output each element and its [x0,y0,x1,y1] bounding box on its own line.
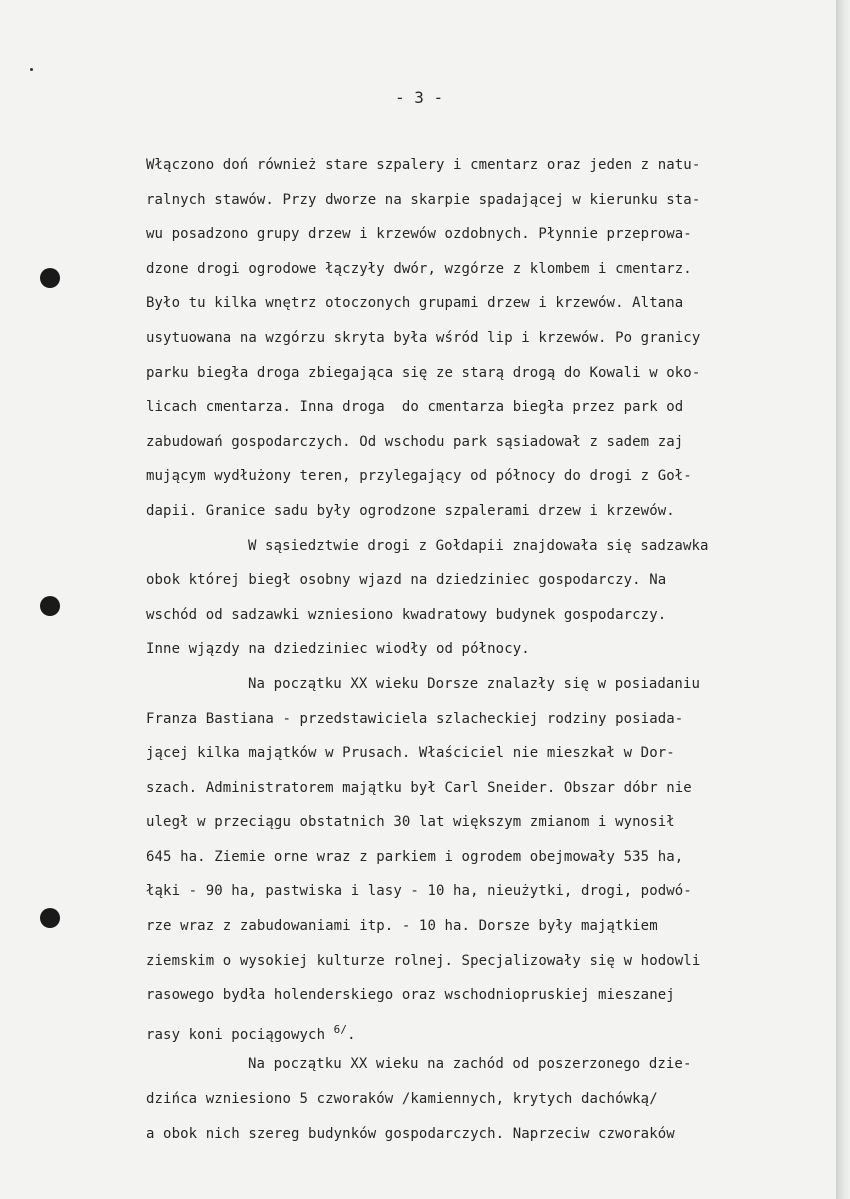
text-line: jącej kilka majątków w Prusach. Właściciel nie mieszkał w Dor- [146,745,675,762]
text-line: obok której biegł osobny wjazd na dziedziniec gospodarczy. Na [146,572,667,589]
text-line: uległ w przeciągu obstatnich 30 lat większym zmianom i wynosił [146,814,675,831]
text-line: łąki - 90 ha, pastwiska i lasy - 10 ha, nieużytki, drogi, podwó- [146,883,692,900]
punch-hole [40,268,60,288]
text-line: W sąsiedztwie drogi z Gołdapii znajdowała się sadzawka [248,537,709,554]
text-line: ziemskim o wysokiej kulturze rolnej. Specjalizowały się w hodowli [146,952,701,969]
text-line: Włączono doń również stare szpalery i cmentarz oraz jeden z natu- [146,157,701,173]
paragraph [146,667,836,1048]
text-line: rasy koni pociągowych $^{6/}$. [146,1022,356,1043]
text-line: a obok nich szereg budynków gospodarczych. Naprzeciw czworaków [146,1125,675,1142]
text-line: ralnych stawów. Przy dworze na skarpie spadającej w kierunku sta- [146,191,701,208]
text-line: wschód od sadzawki wzniesiono kwadratowy budynek gospodarczy. [146,606,667,623]
text-line: 645 ha. Ziemie orne wraz z parkiem i ogrodem obejmowały 535 ha, [146,848,684,865]
text-line: Inne wjązdy na dziedziniec wiodły od północy. [146,641,530,658]
text-line: parku biegła droga zbiegająca się ze starą drogą do Kowali w oko- [146,364,701,381]
text-line: mującym wydłużony teren, przylegający od północy do drogi z Goł- [146,468,692,485]
text-line: wu posadzono grupy drzew i krzewów ozdobnych. Płynnie przeprowa- [146,226,692,243]
paragraph [146,148,836,529]
text-line: szach. Administratorem majątku był Carl Sneider. Obszar dóbr nie [146,779,692,796]
text-line: rze wraz z zabudowaniami itp. - 10 ha. Dorsze były majątkiem [146,918,658,935]
paragraph [146,529,836,667]
page-edge [836,0,850,1199]
text-line: Na początku XX wieku na zachód od poszerzonego dzie- [248,1056,692,1073]
text-line: usytuowana na wzgórzu skryta była wśród lip i krzewów. Po granicy [146,329,701,346]
text-line: Na początku XX wieku Dorsze znalazły się w posiadaniu [248,675,701,692]
punch-hole [40,908,60,928]
page-number: - 3 - [395,88,444,107]
text-line: dapii. Granice sadu były ogrodzone szpalerami drzew i krzewów. [146,502,675,519]
paper-speck [30,68,33,71]
text-line: dzone drogi ogrodowe łączyły dwór, wzgórze z klombem i cmentarz. [146,260,692,277]
paragraph [146,1047,836,1151]
text-line: dzińca wzniesiono 5 czworaków /kamiennych, krytych dachówką/ [146,1091,658,1108]
body-text [146,148,836,1151]
footnote-reference: 6/ [333,1022,348,1036]
text-line: Było tu kilka wnętrz otoczonych grupami drzew i krzewów. Altana [146,295,684,312]
text-line: zabudowań gospodarczych. Od wschodu park sąsiadował z sadem zaj [146,433,684,450]
text-line: Franza Bastiana - przedstawiciela szlacheckiej rodziny posiada- [146,710,684,727]
text-line: rasowego bydła holenderskiego oraz wschodniopruskiej mieszanej [146,987,675,1004]
text-line: licach cmentarza. Inna droga do cmentarza biegła przez park od [146,399,684,416]
punch-hole [40,596,60,616]
